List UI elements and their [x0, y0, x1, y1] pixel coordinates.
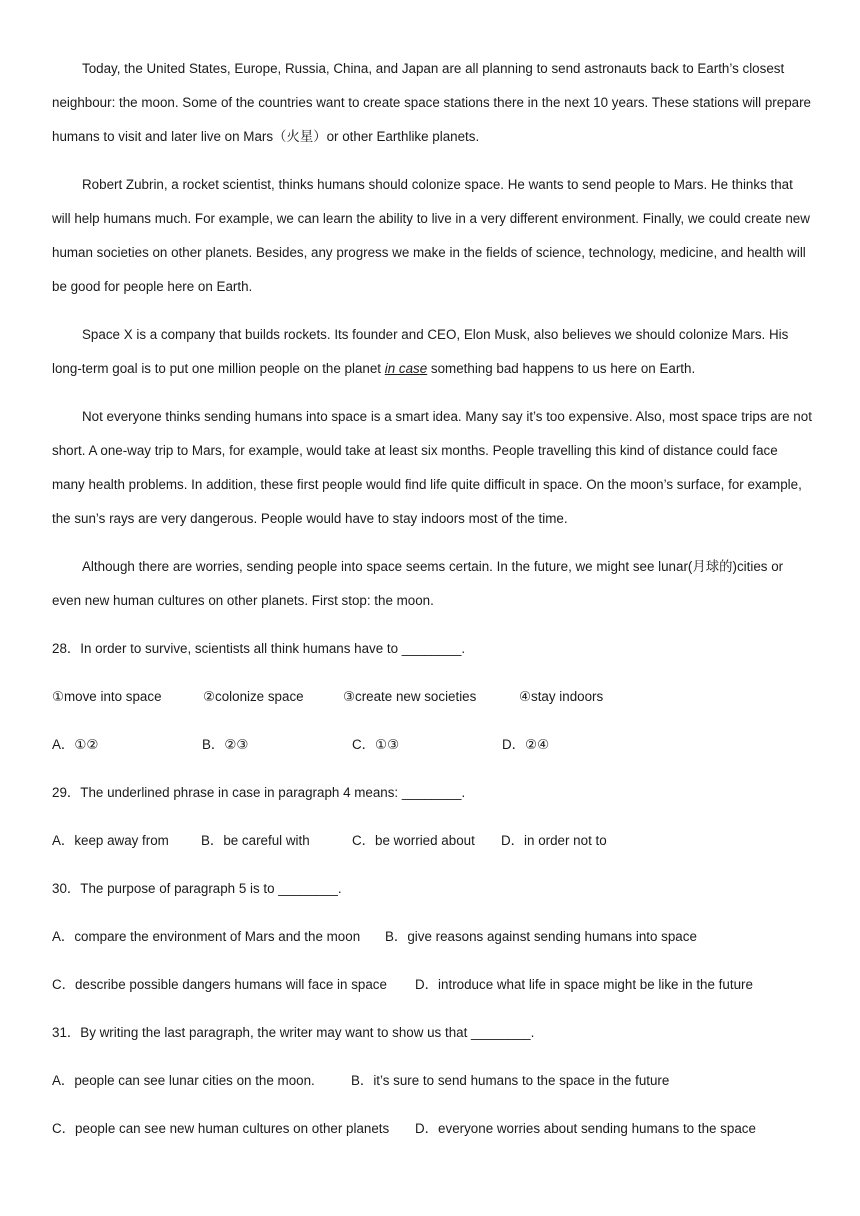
- q28-option-d[interactable]: D．②④: [502, 737, 550, 752]
- passage-paragraph-3: [52, 318, 814, 386]
- q28-item-4: ④stay indoors: [519, 689, 604, 704]
- q28-item-1: ①move into space: [52, 689, 162, 704]
- question-28-items: [52, 680, 814, 714]
- passage-paragraph-4: Not everyone thinks sending humans into space is a smart idea. Many say it’s too expensive. Also, most space trips are not short. A one-way trip to Mars, for example, would take at least six months. People travelling this kind of distance could face many health problems. In addition, these first people would find life quite difficult in space. On the moon’s surface, for example, the sun’s rays are very dangerous. People would have to stay indoors most of the time.: [52, 409, 812, 526]
- passage-paragraph-1: Today, the United States, Europe, Russia, China, and Japan are all planning to send astronauts back to Earth’s closest neighbour: the moon. Some of the countries want to create space stations there in the next 10 years. These stations will prepare humans to visit and later live on Mars（火星）or other Earthlike planets.: [52, 61, 811, 144]
- question-30-options-row-1: [52, 920, 814, 954]
- q31-option-d[interactable]: D．everyone worries about sending humans to the space: [415, 1121, 756, 1136]
- q28-item-2: ②colonize space: [203, 689, 304, 704]
- q28-option-b[interactable]: B．②③: [202, 737, 249, 752]
- q29-option-a[interactable]: A．keep away from: [52, 833, 169, 848]
- question-28-options: [52, 728, 814, 762]
- q29-option-b[interactable]: B．be careful with: [201, 833, 310, 848]
- question-31-options-row-1: [52, 1064, 814, 1098]
- q30-option-a[interactable]: A．compare the environment of Mars and the moon: [52, 929, 361, 944]
- q28-option-a[interactable]: A．①②: [52, 737, 99, 752]
- question-29-options: [52, 824, 814, 858]
- paragraph-3-text-start: Space X is a company that builds rockets. Its founder and CEO, Elon Musk, also believes we should colonize Mars. His long-term goal is to put one million people on the planet: [52, 327, 789, 376]
- passage-paragraph-5: Although there are worries, sending people into space seems certain. In the future, we might see lunar(月球的)cities or even new human cultures on other planets. First stop: the moon.: [52, 559, 784, 608]
- q30-option-d[interactable]: D．introduce what life in space might be like in the future: [415, 977, 753, 992]
- q31-option-c[interactable]: C．people can see new human cultures on other planets: [52, 1121, 390, 1136]
- q31-option-b[interactable]: B．it’s sure to send humans to the space in the future: [351, 1073, 670, 1088]
- paragraph-3-text-end: something bad happens to us here on Earth.: [427, 361, 696, 376]
- q30-option-c[interactable]: C．describe possible dangers humans will face in space: [52, 977, 387, 992]
- q29-option-d[interactable]: D．in order not to: [501, 833, 607, 848]
- question-31-stem: 31．By writing the last paragraph, the writer may want to show us that ________.: [52, 1025, 535, 1040]
- question-29-stem: 29．The underlined phrase in case in paragraph 4 means: ________.: [52, 785, 466, 800]
- q29-option-c[interactable]: C．be worried about: [352, 833, 475, 848]
- question-30-stem: 30．The purpose of paragraph 5 is to ________.: [52, 881, 342, 896]
- document-page: [52, 52, 814, 1160]
- q30-option-b[interactable]: B．give reasons against sending humans into space: [385, 929, 697, 944]
- q31-option-a[interactable]: A．people can see lunar cities on the moon.: [52, 1073, 315, 1088]
- question-31-options-row-2: [52, 1112, 814, 1146]
- question-28-stem: 28．In order to survive, scientists all think humans have to ________.: [52, 641, 466, 656]
- underlined-phrase: in case: [384, 361, 428, 376]
- question-30-options-row-2: [52, 968, 814, 1002]
- passage-paragraph-2: Robert Zubrin, a rocket scientist, thinks humans should colonize space. He wants to send people to Mars. He thinks that will help humans much. For example, we can learn the ability to live in a very different environment. Finally, we could create new human societies on other planets. Besides, any progress we make in the fields of science, technology, medicine, and health will be good for people here on Earth.: [52, 177, 810, 294]
- q28-item-3: ③create new societies: [343, 689, 477, 704]
- q28-option-c[interactable]: C．①③: [352, 737, 400, 752]
